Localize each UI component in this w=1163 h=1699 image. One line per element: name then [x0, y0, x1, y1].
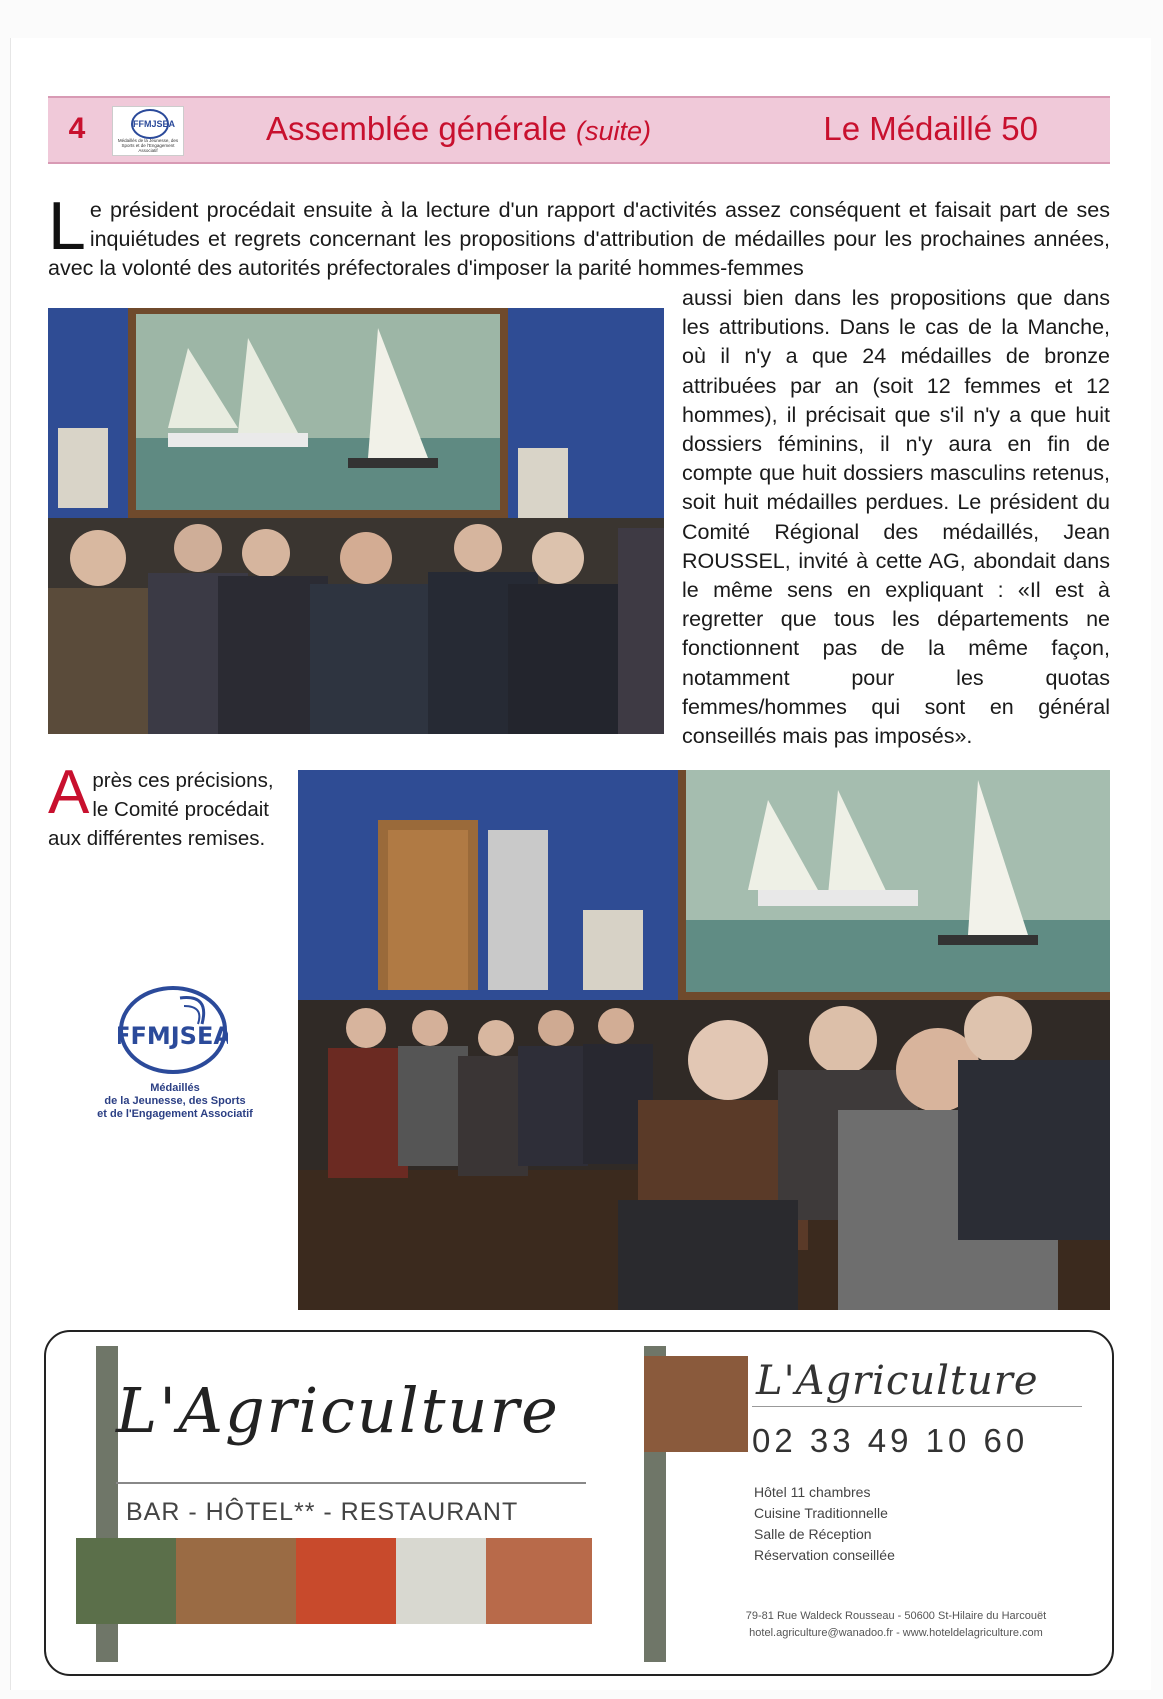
page-title	[266, 104, 651, 156]
ad-phone: 02 33 49 10 60	[752, 1422, 1029, 1459]
header-logo	[112, 106, 184, 156]
header-logo-mark: FFMJSEA	[131, 109, 169, 139]
page-number: 4	[68, 112, 86, 145]
ad-hotel-thumbnail	[644, 1356, 748, 1452]
hotel-advertisement	[44, 1330, 1114, 1676]
ad-info-4: Réservation conseillée	[754, 1547, 895, 1563]
logo-caption-line2: de la Jeunesse, des Sports	[104, 1095, 246, 1107]
ad-address-block	[686, 1608, 1106, 1642]
ad-divider-right	[752, 1406, 1082, 1407]
side-paragraph	[48, 758, 288, 853]
article-intro	[48, 188, 1110, 284]
ad-divider	[116, 1482, 586, 1484]
logo-caption	[60, 1082, 290, 1121]
ad-info-3: Salle de Réception	[754, 1526, 872, 1542]
ad-contact: hotel.agriculture@wanadoo.fr - www.hoteldelagriculture.com	[749, 1627, 1043, 1639]
article-column: aussi bien dans les propositions que dans les attributions. Dans le cas de la Manche, où il n'y a que 24 médailles de bronze attribuées par an (soit 12 femmes et 12 hommes), il précisait que s'il n'y a que huit dossiers féminins, il n'y aura en fin de compte que huit dossiers masculins retenus, soit huit médailles perdues. Le président du Comité Régional des médaillés, Jean ROUSSEL, invité à cette AG, abondait dans le même sens en expliquant : «Il est à regretter que tous les départements ne fonctionnent pas de la même façon, notamment pour les quotas femmes/hommes qui sont en général conseillés mais pas imposés».	[682, 286, 1110, 749]
dropcap-a: A	[48, 758, 90, 827]
ad-photo-strip	[76, 1538, 592, 1624]
ad-brand-script: L'Agriculture	[116, 1374, 560, 1447]
page-header	[48, 96, 1110, 164]
dropcap-l: L	[48, 188, 86, 264]
logo-caption-line3: et de l'Engagement Associatif	[97, 1108, 253, 1120]
photo-assembly-audience	[298, 770, 1110, 1310]
ad-info-2: Cuisine Traditionnelle	[754, 1505, 888, 1521]
ad-info-1: Hôtel 11 chambres	[754, 1484, 871, 1500]
intro-text: e président procédait ensuite à la lecture d'un rapport d'activités assez conséquent et faisait part de ses inquiétudes et regrets concernant les propositions d'attribution de médailles pour les prochaines années, avec la volonté des autorités préfectorales d'imposer la parité hommes-femmes	[48, 198, 1110, 281]
ad-brand-script-right: L'Agriculture	[756, 1358, 1039, 1404]
photo-assembly-front	[48, 308, 664, 734]
header-logo-text: Médaillés de la Jeunesse, des Sports et de l'Engagement Associatif	[117, 138, 179, 153]
ad-services: BAR - HÔTEL** - RESTAURANT	[126, 1498, 519, 1526]
title-suite: (suite)	[576, 116, 652, 146]
publication-name: Le Médaillé 50	[823, 110, 1038, 147]
title-main: Assemblée générale	[266, 110, 567, 147]
side-text: près ces précisions, le Comité procédait aux différentes remises.	[48, 769, 274, 850]
logo-mark-text: FFMJSEA	[118, 1022, 228, 1050]
ad-info-list	[754, 1482, 895, 1566]
ffmjsea-logo	[118, 984, 228, 1076]
logo-caption-line1: Médaillés	[150, 1082, 200, 1094]
ad-address: 79-81 Rue Waldeck Rousseau - 50600 St-Hilaire du Harcouët	[745, 1610, 1047, 1622]
